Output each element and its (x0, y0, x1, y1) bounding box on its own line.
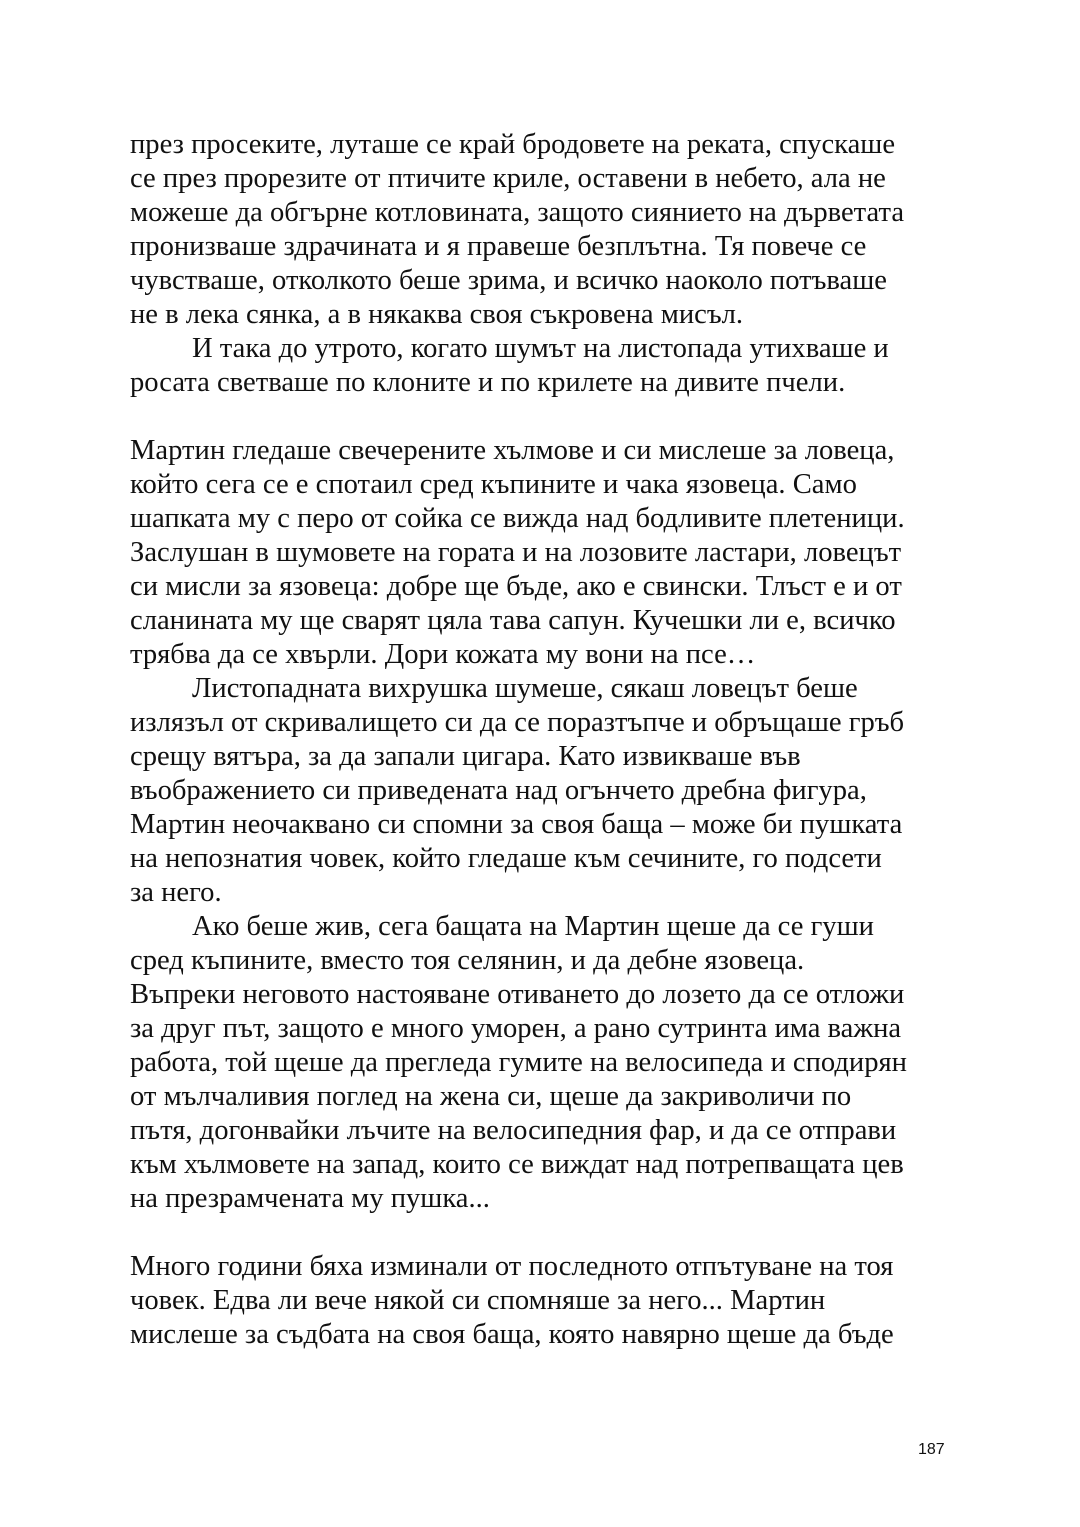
paragraph (130, 434, 960, 672)
text-line: И така до утрото, когато шумът на листопада утихваше и (192, 333, 889, 364)
text-line: за друг път, защото е много уморен, а рано сутринта има важна (130, 1013, 902, 1044)
text-line: Въпреки неговото настояване отиването до лозето да се отложи (130, 979, 905, 1010)
text-line: Ако беше жив, сега бащата на Мартин щеше да се гуши (192, 911, 874, 942)
text-line: от мълчаливия поглед на жена си, щеше да закриволичи по (130, 1081, 852, 1112)
page-number: 187 (918, 1441, 945, 1458)
text-line: трябва да се хвърли. Дори кожата му вони на псе… (130, 639, 756, 670)
text-line: през просеките, луташе се край бродовете на реката, спускаше (130, 129, 896, 160)
text-line: сланината му ще сварят цяла тава сапун. Кучешки ли е, всичко (130, 605, 896, 636)
text-line: мислеше за съдбата на своя баща, която навярно щеше да бъде (130, 1319, 894, 1350)
text-line: росата светваше по клоните и по крилете на дивите пчели. (130, 367, 846, 398)
paragraph (130, 672, 960, 910)
body-text (130, 128, 960, 1352)
text-line: можеше да обгърне котловината, защото сиянието на дърветата (130, 197, 905, 228)
text-line: който сега се е спотаил сред къпините и чака язовеца. Само (130, 469, 857, 500)
text-line: за него. (130, 877, 222, 908)
section-break (130, 1216, 960, 1250)
text-line: си мисли за язовеца: добре ще бъде, ако е свински. Тлъст е и от (130, 571, 902, 602)
text-line: работа, той щеше да прегледа гумите на велосипеда и сподирян (130, 1047, 907, 1078)
text-line: Мартин гледаше свечерените хълмове и си мислеше за ловеца, (130, 435, 895, 466)
section-break (130, 400, 960, 434)
text-line: излязъл от скривалището си да се поразтъпче и обръщаше гръб (130, 707, 905, 738)
paragraph (130, 332, 960, 400)
text-line: срещу вятъра, за да запали цигара. Като извикваше във (130, 741, 801, 772)
text-line: на непознатия човек, който гледаше към сечините, го подсети (130, 843, 882, 874)
text-line: пътя, догонвайки лъчите на велосипедния фар, и да се отправи (130, 1115, 897, 1146)
text-line: Много години бяха изминали от последното отпътуване на тоя (130, 1251, 894, 1282)
text-line: чувстваше, отколкото беше зрима, и всичко наоколо потъваше (130, 265, 887, 296)
paragraph (130, 910, 960, 1216)
text-line: на презрамчената му пушка... (130, 1183, 490, 1214)
text-line: към хълмовете на запад, които се виждат над потрепващата цев (130, 1149, 904, 1180)
paragraph (130, 128, 960, 332)
text-line: се през прорезите от птичите криле, оставени в небето, ала не (130, 163, 886, 194)
text-line: пронизваше здрачината и я правеше безплътна. Тя повече се (130, 231, 867, 262)
text-line: шапката му с перо от сойка се вижда над бодливите плетеници. (130, 503, 905, 534)
text-line: Листопадната вихрушка шумеше, сякаш ловецът беше (192, 673, 858, 704)
text-line: не в лека сянка, а в някаква своя съкровена мисъл. (130, 299, 744, 330)
text-line: Заслушан в шумовете на гората и на лозовите ластари, ловецът (130, 537, 902, 568)
text-line: Мартин неочаквано си спомни за своя баща – може би пушката (130, 809, 903, 840)
text-line: сред къпините, вместо тоя селянин, и да дебне язовеца. (130, 945, 805, 976)
text-line: човек. Едва ли вече някой си спомняше за него... Мартин (130, 1285, 826, 1316)
text-line: въображението си приведената над огънчето дребна фигура, (130, 775, 867, 806)
paragraph (130, 1250, 960, 1352)
